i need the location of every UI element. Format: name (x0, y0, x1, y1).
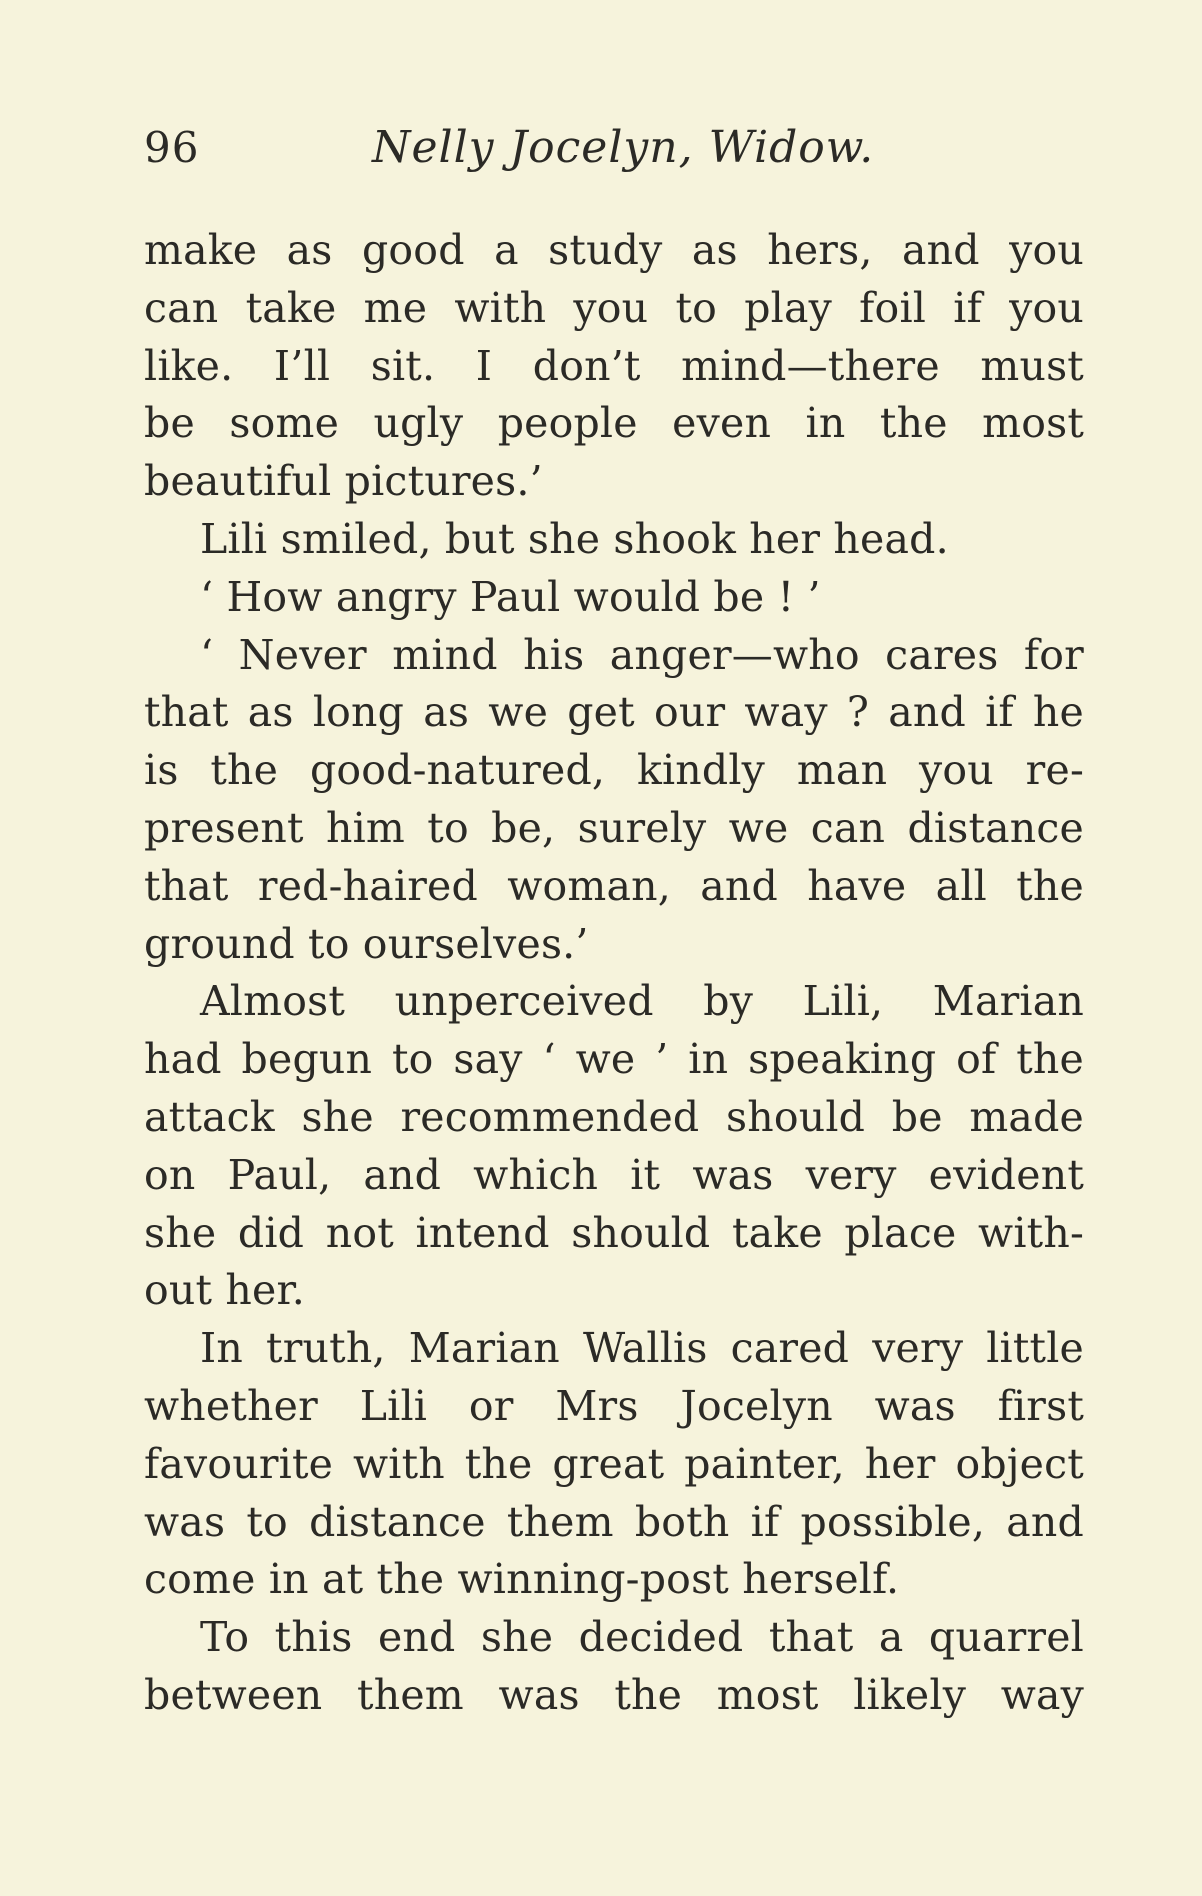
text-line: ground to ourselves.’ (144, 919, 589, 968)
text-line: was to distance them both if possible, and (144, 1497, 1084, 1546)
text-line: she did not intend should take place with- (144, 1208, 1084, 1257)
text-line: that red-haired woman, and have all the (144, 861, 1084, 910)
text-line: attack she recommended should be made (144, 1092, 1084, 1141)
text-line: beautiful pictures.’ (144, 457, 543, 506)
text-line: on Paul, and which it was very evident (144, 1150, 1084, 1199)
text-line: had begun to say ‘ we ’ in speaking of the (144, 1035, 1084, 1084)
text-line: be some ugly people even in the most (144, 399, 1084, 448)
page-number: 96 (144, 123, 200, 172)
text-line: ‘ How angry Paul would be ! ’ (200, 572, 821, 621)
running-header (144, 118, 1064, 178)
text-line: is the good-natured, kindly man you re- (144, 746, 1084, 795)
text-line: between them was the most likely way (144, 1670, 1084, 1719)
text-line: whether Lili or Mrs Jocelyn was first (144, 1381, 1084, 1430)
text-line: Almost unperceived by Lili, Marian (200, 977, 1084, 1026)
text-line: come in at the winning-post herself. (144, 1555, 900, 1604)
text-line: can take me with you to play foil if you (144, 283, 1084, 332)
running-title: Nelly Jocelyn, Widow. (372, 122, 875, 173)
text-line: In truth, Marian Wallis cared very little (200, 1324, 1084, 1373)
text-line: Lili smiled, but she shook her head. (200, 514, 949, 563)
text-line: make as good a study as hers, and you (144, 226, 1084, 274)
text-line: present him to be, surely we can distance (144, 803, 1084, 852)
text-line: that as long as we get our way ? and if he (144, 688, 1084, 737)
text-line: ‘ Never mind his anger—who cares for (200, 630, 1084, 679)
text-line: like. I’ll sit. I don’t mind—there must (144, 341, 1084, 390)
body-text (144, 222, 1084, 1725)
text-line: favourite with the great painter, her object (144, 1439, 1084, 1488)
text-line: To this end she decided that a quarrel (200, 1613, 1084, 1662)
text-line: out her. (144, 1266, 305, 1315)
